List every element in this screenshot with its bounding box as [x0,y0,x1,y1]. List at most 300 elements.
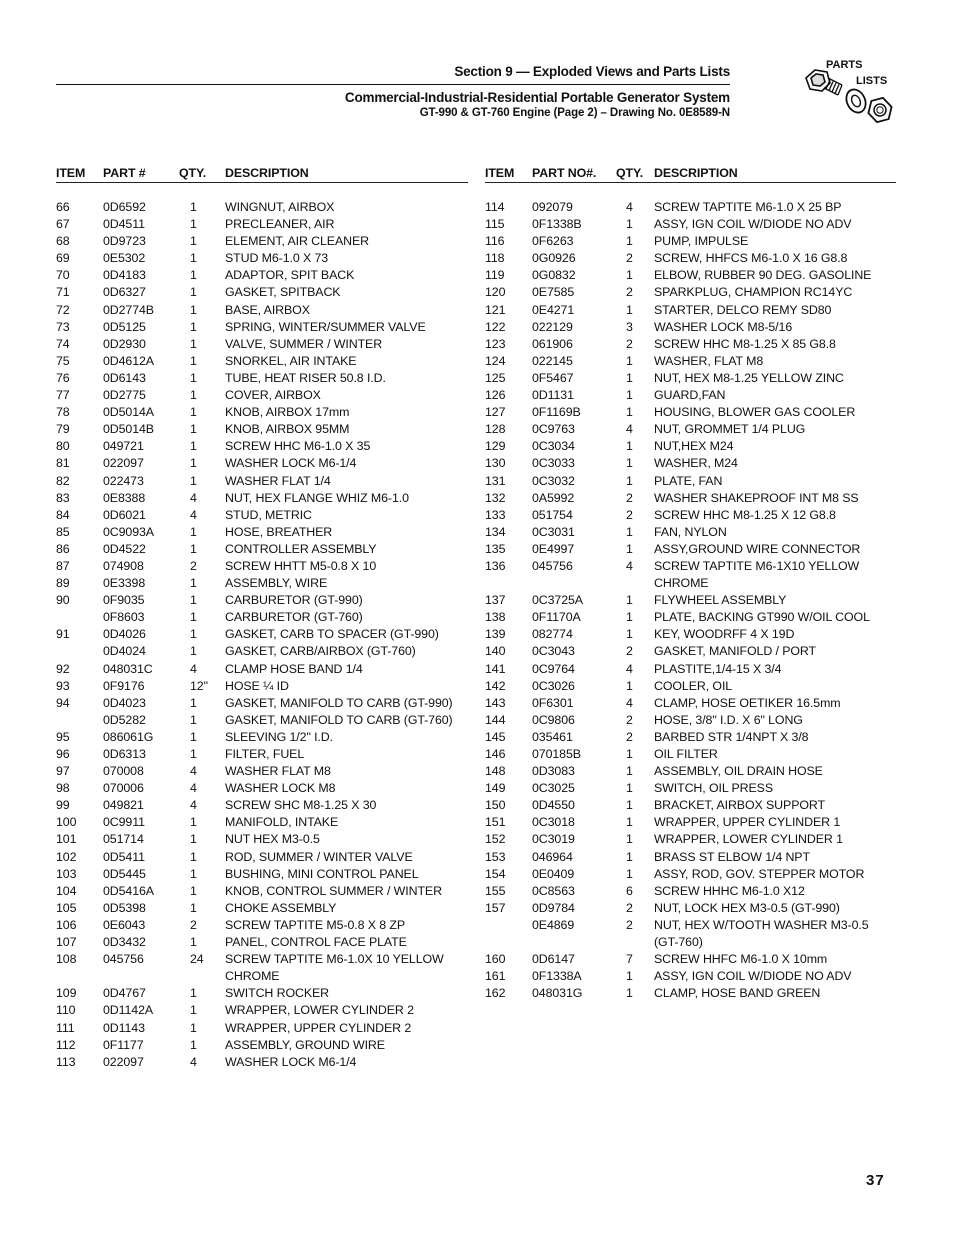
item-cell: 108 [56,952,77,967]
table-row [56,831,468,848]
description-cell: WASHER SHAKEPROOF INT M8 SS [654,490,859,505]
table-row [485,866,896,883]
part-number-cell: 0D4024 [103,644,146,659]
table-row [485,900,896,917]
part-number-cell: 0D6143 [103,370,146,385]
part-number-cell: 0F5467 [532,370,574,385]
item-cell: 140 [485,644,506,659]
quantity-cell: 1 [190,370,197,385]
description-cell: NUT, LOCK HEX M3-0.5 (GT-990) [654,900,840,915]
item-cell [56,712,103,729]
item-cell: 154 [485,866,506,881]
description-cell: CONTROLLER ASSEMBLY [225,541,377,556]
part-number-cell: 0F1169B [532,405,581,420]
description-cell: GASKET, SPITBACK [225,285,341,300]
description-cell: NUT,HEX M24 [654,439,734,454]
quantity-cell: 2 [626,712,633,727]
description-cell: BARBED STR 1/4NPT X 3/8 [654,729,809,744]
description-cell: STARTER, DELCO REMY SD80 [654,302,832,317]
part-number-cell: 049821 [103,798,144,813]
part-number-cell: 070185B [532,747,581,761]
table-row [485,695,896,712]
item-cell: 127 [485,405,506,420]
table-row [485,319,896,336]
description-cell: SPARKPLUG, CHAMPION RC14YC [654,285,853,300]
quantity-cell: 4 [626,661,633,676]
item-cell: 98 [56,781,70,796]
table-row [485,592,896,609]
quantity-cell: 1 [190,541,197,556]
description-cell: PANEL, CONTROL FACE PLATE [225,935,407,950]
table-row [56,917,468,934]
part-number-cell: 0E4271 [532,302,575,317]
description-cell: KEY, WOODRFF 4 X 19D [654,627,795,642]
item-cell: 111 [56,1020,75,1035]
part-number-cell: 0C9911 [103,815,145,830]
part-number-cell: 0F6301 [532,695,574,710]
table-row [56,609,468,626]
quantity-cell: 2 [626,251,633,266]
item-cell: 145 [485,729,506,744]
item-cell: 148 [485,764,506,779]
quantity-cell: 1 [190,422,197,437]
quantity-cell: 1 [190,593,197,608]
part-number-cell: 0D1131 [532,388,574,403]
part-number-cell: 0D5445 [103,866,146,881]
part-number-cell: 0C3034 [532,439,575,454]
item-cell: 76 [56,370,70,385]
part-number-cell: 0A5992 [532,490,575,505]
part-number-cell: 0G0832 [532,268,576,283]
part-number-cell: 0D3432 [103,935,146,950]
quantity-cell: 1 [626,678,633,693]
item-cell: 100 [56,815,77,830]
table-row [485,455,896,472]
table-row [56,780,468,797]
quantity-cell: 1 [190,217,197,232]
item-cell: 119 [485,268,505,283]
part-number-cell: 035461 [532,729,573,744]
quantity-cell: 1 [626,524,633,539]
column-header-part: PART # [103,164,179,183]
item-cell: 66 [56,200,70,214]
table-row [56,866,468,883]
quantity-cell: 4 [626,558,633,573]
part-number-cell: 0C9806 [532,712,575,727]
quantity-cell: 1 [190,747,197,761]
table-row [485,438,896,455]
description-cell: ASSY, IGN COIL W/DIODE NO ADV [654,217,852,232]
part-number-cell: 0C9764 [532,661,575,676]
table-row [56,746,468,763]
part-number-cell: 0D5125 [103,319,146,334]
table-row [56,370,468,387]
quantity-cell: 1 [190,268,197,283]
description-cell: ASSEMBLY, GROUND WIRE [225,1037,385,1052]
item-cell: 153 [485,849,506,864]
part-number-cell: 0D4511 [103,217,145,232]
description-cell: SCREW TAPTITE M6-1X10 YELLOW CHROME [654,558,860,591]
table-row [485,609,896,626]
quantity-cell: 1 [626,456,633,471]
table-row [485,233,896,250]
item-cell: 113 [56,1054,76,1069]
table-row [485,849,896,866]
part-number-cell: 0C3725A [532,593,583,608]
part-number-cell: 0D9784 [532,900,575,915]
table-row [56,883,468,900]
quantity-cell: 2 [626,285,633,300]
part-number-cell: 0F8603 [103,610,145,625]
part-number-cell: 022097 [103,456,144,471]
table-row [56,336,468,353]
description-cell: HOSE, 3/8" I.D. X 6" LONG [654,712,803,727]
table-row [56,541,468,558]
part-number-cell: 0C3032 [532,473,575,488]
table-row [56,404,468,421]
description-cell: ELEMENT, AIR CLEANER [225,234,369,249]
quantity-cell: 1 [190,695,197,710]
part-number-cell: 0D6327 [103,285,146,300]
table-row [485,353,896,370]
description-cell: PRECLEANER, AIR [225,217,335,232]
item-cell: 75 [56,353,70,368]
part-number-cell: 0D5014A [103,405,154,420]
quantity-cell: 1 [190,832,197,847]
part-number-cell: 070008 [103,764,144,779]
part-number-cell: 0C3025 [532,781,575,796]
part-number-cell: 0F1338B [532,217,582,232]
description-cell: ASSY, ROD, GOV. STEPPER MOTOR [654,866,865,881]
quantity-cell: 2 [626,729,633,744]
part-number-cell: 022129 [532,319,573,334]
item-cell: 91 [56,627,70,642]
quantity-cell: 1 [626,405,633,420]
table-row [56,473,468,490]
part-number-cell: 048031C [103,661,153,676]
description-cell: SCREW TAPTITE M5-0.8 X 8 ZP [225,917,405,932]
parts-table-right-body [485,183,896,1003]
quantity-cell: 1 [190,285,197,300]
item-cell: 136 [485,558,506,573]
description-cell: VALVE, SUMMER / WINTER [225,336,383,351]
description-cell: NUT, HEX M8-1.25 YELLOW ZINC [654,370,844,385]
table-row [56,661,468,678]
item-cell: 144 [485,712,506,727]
item-cell: 73 [56,319,70,334]
part-number-cell: 0C3033 [532,456,575,471]
item-cell: 80 [56,439,70,454]
quantity-cell: 1 [190,644,197,659]
table-row [56,524,468,541]
column-header-qty: QTY. [179,164,225,183]
table-row [56,319,468,336]
table-row [485,387,896,404]
quantity-cell: 1 [190,1037,197,1052]
description-cell: WRAPPER, UPPER CYLINDER 2 [225,1020,412,1035]
table-row [485,267,896,284]
description-cell: ELBOW, RUBBER 90 DEG. GASOLINE [654,268,872,283]
item-cell: 70 [56,268,70,283]
description-cell: CLAMP, HOSE BAND GREEN [654,986,821,1001]
item-cell: 120 [485,285,506,300]
item-cell: 96 [56,747,70,761]
quantity-cell: 2 [190,917,197,932]
quantity-cell: 1 [626,969,633,984]
quantity-cell: 1 [190,456,197,471]
item-cell: 89 [56,576,70,591]
part-number-cell: 0D9723 [103,234,146,249]
quantity-cell: 1 [626,370,633,385]
quantity-cell: 1 [190,336,197,351]
item-cell: 71 [56,285,70,300]
table-row [56,695,468,712]
table-row [485,985,896,1002]
quantity-cell: 7 [626,952,633,967]
quantity-cell: 4 [190,781,197,796]
column-header-qty: QTY. [616,164,654,183]
description-cell: WASHER LOCK M6-1/4 [225,456,357,471]
description-cell: WASHER LOCK M8 [225,781,336,796]
table-row [485,541,896,558]
quantity-cell: 1 [190,251,197,266]
item-cell: 92 [56,661,70,676]
item-cell: 160 [485,952,506,967]
description-cell: WRAPPER, LOWER CYLINDER 1 [654,832,843,847]
part-number-cell: 092079 [532,200,573,214]
part-number-cell: 0E8388 [103,490,146,505]
quantity-cell: 1 [190,627,197,642]
description-cell: ASSY, IGN COIL W/DIODE NO ADV [654,969,852,984]
description-cell: STUD, METRIC [225,507,312,522]
item-cell: 116 [485,234,505,249]
drawing-subtitle: GT-990 & GT-760 Engine (Page 2) – Drawing No. 0E8589-N [419,107,730,119]
description-cell: WASHER FLAT M8 [225,764,331,779]
quantity-cell: 1 [190,234,197,249]
description-cell: HOSE ¼ ID [225,678,289,693]
table-row [485,780,896,797]
item-cell: 123 [485,336,506,351]
quantity-cell: 1 [626,798,633,813]
table-row [56,250,468,267]
table-row [56,353,468,370]
part-number-cell: 0F6263 [532,234,574,249]
part-number-cell: 046964 [532,849,573,864]
description-cell: GASKET, MANIFOLD / PORT [654,644,817,659]
part-number-cell: 0D4522 [103,541,146,556]
table-row [485,831,896,848]
description-cell: SCREW HHFC M6-1.0 X 10mm [654,952,828,967]
part-number-cell: 0G0926 [532,251,576,266]
description-cell: WINGNUT, AIRBOX [225,200,335,214]
item-cell: 122 [485,319,506,334]
quantity-cell: 1 [626,781,633,796]
quantity-cell: 4 [190,490,197,505]
part-number-cell: 0D3083 [532,764,575,779]
item-cell: 85 [56,524,70,539]
description-cell: STUD M6-1.0 X 73 [225,251,329,266]
table-row [485,558,896,592]
description-cell: NUT, HEX W/TOOTH WASHER M3-0.5 (GT-760) [654,917,869,950]
part-number-cell: 045756 [103,952,144,967]
description-cell: KNOB, CONTROL SUMMER / WINTER [225,883,442,898]
part-number-cell: 048031G [532,986,583,1001]
part-number-cell: 0C3026 [532,678,575,693]
quantity-cell: 1 [190,319,197,334]
item-cell: 135 [485,541,506,556]
part-number-cell: 0C9093A [103,524,154,539]
item-cell: 109 [56,986,77,1001]
part-number-cell: 022145 [532,353,573,368]
item-cell: 129 [485,439,506,454]
item-cell: 107 [56,935,77,950]
table-row [56,1002,468,1019]
part-number-cell: 0F1170A [532,610,581,625]
part-number-cell: 0E5302 [103,251,146,266]
description-cell: SLEEVING 1/2" I.D. [225,729,333,744]
quantity-cell: 1 [626,541,633,556]
table-row [56,575,468,592]
table-row [485,370,896,387]
description-cell: GASKET, CARB/AIRBOX (GT-760) [225,644,416,659]
page-header [56,62,730,120]
quantity-cell: 1 [626,302,633,317]
table-row [485,626,896,643]
quantity-cell: 4 [626,695,633,710]
description-cell: NUT, GROMMET 1/4 PLUG [654,422,806,437]
description-cell: SCREW HHC M6-1.0 X 35 [225,439,371,454]
description-cell: PLATE, FAN [654,473,723,488]
quantity-cell: 2 [190,558,197,573]
description-cell: ADAPTOR, SPIT BACK [225,268,355,283]
item-cell: 101 [56,832,77,847]
quantity-cell: 1 [626,849,633,864]
quantity-cell: 1 [626,439,633,454]
description-cell: SCREW TAPTITE M6-1.0X 10 YELLOW CHROME [225,952,444,984]
table-row [485,336,896,353]
description-cell: ASSEMBLY, OIL DRAIN HOSE [654,764,823,779]
item-cell: 133 [485,507,506,522]
description-cell: BUSHING, MINI CONTROL PANEL [225,866,419,881]
item-cell: 157 [485,900,506,915]
item-cell: 137 [485,593,506,608]
quantity-cell: 1 [190,353,197,368]
item-cell: 124 [485,353,506,368]
description-cell: WASHER LOCK M6-1/4 [225,1054,357,1069]
table-row [56,233,468,250]
quantity-cell: 4 [190,661,197,676]
table-row [56,592,468,609]
description-cell: CARBURETOR (GT-990) [225,593,363,608]
table-row [56,438,468,455]
description-cell: GUARD,FAN [654,388,726,403]
table-row [485,199,896,216]
part-number-cell: 0D6021 [103,507,146,522]
quantity-cell: 1 [626,815,633,830]
description-cell: WASHER LOCK M8-5/16 [654,319,793,334]
table-row [56,199,468,216]
table-row [485,473,896,490]
description-cell: ROD, SUMMER / WINTER VALVE [225,849,413,864]
quantity-cell: 4 [190,798,197,813]
quantity-cell: 2 [626,917,633,932]
quantity-cell: 1 [626,234,633,249]
quantity-cell: 1 [626,627,633,642]
item-cell: 79 [56,422,70,437]
table-row [56,490,468,507]
quantity-cell: 1 [190,883,197,898]
table-row [485,216,896,233]
table-row [56,678,468,695]
part-number-cell: 0E0409 [532,866,575,881]
item-cell: 146 [485,747,506,761]
table-row [56,934,468,951]
table-row [56,643,468,660]
description-cell: BRACKET, AIRBOX SUPPORT [654,798,825,813]
quantity-cell: 1 [190,405,197,420]
quantity-cell: 4 [190,764,197,779]
part-number-cell: 022097 [103,1054,144,1069]
table-row [485,746,896,763]
part-number-cell: 0D2774B [103,302,154,317]
table-row [485,729,896,746]
description-cell: CLAMP HOSE BAND 1/4 [225,661,363,676]
quantity-cell: 1 [626,986,633,1001]
part-number-cell: 0D2930 [103,336,146,351]
column-header-part: PART NO#. [532,164,616,183]
table-row [56,267,468,284]
part-number-cell: 070006 [103,781,144,796]
table-row [485,712,896,729]
table-row [56,216,468,233]
description-cell: HOUSING, BLOWER GAS COOLER [654,405,856,420]
part-number-cell: 0C3019 [532,832,575,847]
description-cell: SWITCH ROCKER [225,986,330,1001]
description-cell: CLAMP, HOSE OETIKER 16.5mm [654,695,841,710]
table-row [56,421,468,438]
header-rule [56,84,730,85]
description-cell: GASKET, MANIFOLD TO CARB (GT-990) [225,695,453,710]
part-number-cell: 0E4997 [532,541,575,556]
item-cell: 90 [56,593,70,608]
table-row [56,900,468,917]
item-cell: 110 [56,1003,76,1018]
quantity-cell: 1 [626,473,633,488]
quantity-cell: 2 [626,900,633,915]
item-cell: 143 [485,695,506,710]
column-header-description: DESCRIPTION [654,164,896,183]
description-cell: WRAPPER, LOWER CYLINDER 2 [225,1003,414,1018]
section-title: Section 9 — Exploded Views and Parts Lists [454,64,730,79]
item-cell: 78 [56,405,70,420]
document-subtitle: Commercial-Industrial-Residential Portable Generator System [344,90,730,105]
table-row [56,797,468,814]
table-row [56,284,468,301]
part-number-cell: 0D4026 [103,627,146,642]
part-number-cell: 0D5398 [103,900,146,915]
item-cell: 99 [56,798,70,813]
description-cell: SCREW HHHC M6-1.0 X12 [654,883,805,898]
description-cell: BRASS ST ELBOW 1/4 NPT [654,849,810,864]
part-number-cell: 086061G [103,729,154,744]
item-cell: 74 [56,336,70,351]
table-row [485,951,896,968]
description-cell: GASKET, CARB TO SPACER (GT-990) [225,627,439,642]
description-cell: COOLER, OIL [654,678,733,693]
quantity-cell: 12" [190,678,208,693]
description-cell: FILTER, FUEL [225,747,305,761]
item-cell: 72 [56,302,70,317]
